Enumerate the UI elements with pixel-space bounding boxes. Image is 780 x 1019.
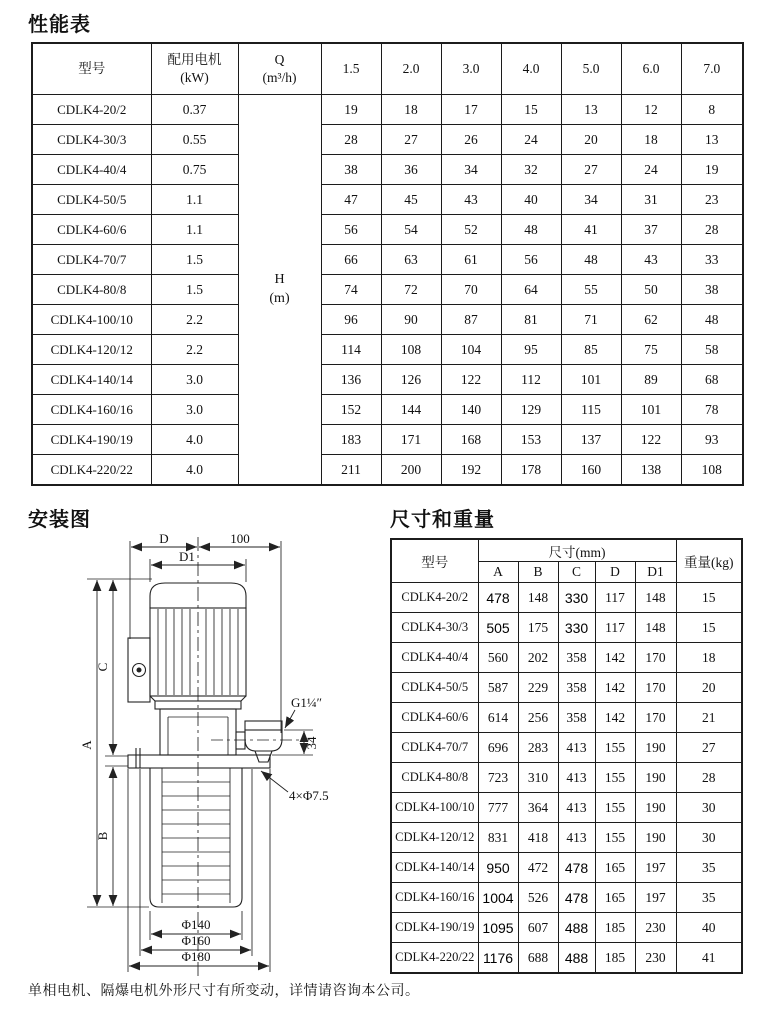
dimension-cell: 148 — [635, 583, 676, 613]
head-value-cell: 85 — [561, 335, 621, 365]
dimensions-table-row — [391, 643, 742, 673]
motor-power-cell: 1.5 — [151, 275, 238, 305]
discharge-port — [245, 730, 282, 751]
head-value-cell: 48 — [501, 215, 561, 245]
footnote: 单相电机、隔爆电机外形尺寸有所变动，详情请咨询本公司。 — [28, 984, 420, 999]
performance-table-title: 性能表 — [28, 14, 91, 36]
dimension-cell: 170 — [635, 673, 676, 703]
model-cell: CDLK4-100/10 — [32, 305, 151, 335]
dimension-cell: 413 — [558, 793, 595, 823]
col-header-c: C — [558, 562, 595, 583]
dimensions-table-title: 尺寸和重量 — [390, 509, 495, 531]
head-value-cell: 144 — [381, 395, 441, 425]
dimension-cell: 358 — [558, 643, 595, 673]
dimension-cell: 202 — [518, 643, 558, 673]
head-value-cell: 40 — [501, 185, 561, 215]
motor-label: 配用电机 — [167, 51, 222, 67]
dim-label-phi140: Φ140 — [181, 917, 211, 932]
head-value-cell: 81 — [501, 305, 561, 335]
model-cell: CDLK4-140/14 — [391, 853, 478, 883]
head-value-cell: 54 — [381, 215, 441, 245]
head-value-cell: 64 — [501, 275, 561, 305]
head-value-cell: 122 — [621, 425, 681, 455]
col-header-a: A — [478, 562, 518, 583]
head-value-cell: 87 — [441, 305, 501, 335]
performance-table-row — [32, 425, 743, 455]
model-cell: CDLK4-20/2 — [391, 583, 478, 613]
head-value-cell: 47 — [321, 185, 381, 215]
head-value-cell: 178 — [501, 455, 561, 486]
head-value-cell: 138 — [621, 455, 681, 486]
head-value-cell: 50 — [621, 275, 681, 305]
performance-table-row — [32, 215, 743, 245]
head-value-cell: 153 — [501, 425, 561, 455]
model-cell: CDLK4-140/14 — [32, 365, 151, 395]
model-cell: CDLK4-160/16 — [32, 395, 151, 425]
dimension-cell: 142 — [595, 643, 635, 673]
dimension-cell: 1176 — [478, 943, 518, 974]
head-value-cell: 129 — [501, 395, 561, 425]
pump-barrel — [150, 768, 242, 907]
dimension-cell: 950 — [478, 853, 518, 883]
head-value-cell: 108 — [681, 455, 743, 486]
dimension-cell: 170 — [635, 703, 676, 733]
head-value-cell: 74 — [321, 275, 381, 305]
dimension-cell: 478 — [558, 853, 595, 883]
head-value-cell: 70 — [441, 275, 501, 305]
dimensions-table-row — [391, 763, 742, 793]
head-value-cell: 20 — [561, 125, 621, 155]
motor-power-cell: 2.2 — [151, 305, 238, 335]
motor-power-cell: 1.1 — [151, 185, 238, 215]
head-value-cell: 112 — [501, 365, 561, 395]
head-value-cell: 101 — [561, 365, 621, 395]
dimensions-table-row — [391, 913, 742, 943]
head-value-cell: 101 — [621, 395, 681, 425]
head-value-cell: 68 — [681, 365, 743, 395]
col-header-motor — [151, 43, 238, 95]
head-unit-cell: H (m) — [238, 95, 321, 486]
dimension-cell: 230 — [635, 913, 676, 943]
dimensions-table-row — [391, 853, 742, 883]
motor-power-cell: 1.5 — [151, 245, 238, 275]
head-value-cell: 48 — [561, 245, 621, 275]
dimension-cell: 185 — [595, 943, 635, 974]
model-cell: CDLK4-70/7 — [391, 733, 478, 763]
motor-power-cell: 0.55 — [151, 125, 238, 155]
model-cell: CDLK4-60/6 — [32, 215, 151, 245]
dimensions-table-row — [391, 673, 742, 703]
col-header-flow-2: 2.0 — [381, 43, 441, 95]
head-value-cell: 160 — [561, 455, 621, 486]
head-value-cell: 43 — [621, 245, 681, 275]
model-cell: CDLK4-80/8 — [391, 763, 478, 793]
dimension-cell: 413 — [558, 763, 595, 793]
head-value-cell: 37 — [621, 215, 681, 245]
head-value-cell: 27 — [561, 155, 621, 185]
dimensions-table-row — [391, 703, 742, 733]
motor-power-cell: 3.0 — [151, 395, 238, 425]
dimension-cell: 148 — [635, 613, 676, 643]
col-header-flow-4: 4.0 — [501, 43, 561, 95]
col-header-b: B — [518, 562, 558, 583]
dimension-cell: 283 — [518, 733, 558, 763]
weight-cell: 35 — [676, 883, 742, 913]
head-value-cell: 24 — [501, 125, 561, 155]
head-value-cell: 18 — [621, 125, 681, 155]
head-value-cell: 75 — [621, 335, 681, 365]
dimension-cell: 688 — [518, 943, 558, 974]
dimension-cell: 155 — [595, 793, 635, 823]
dimensions-table-row — [391, 883, 742, 913]
performance-table-row — [32, 305, 743, 335]
dimensions-table-row — [391, 943, 742, 974]
dimension-cell: 358 — [558, 703, 595, 733]
dimension-cell: 505 — [478, 613, 518, 643]
dimension-cell: 190 — [635, 823, 676, 853]
motor-power-cell: 3.0 — [151, 365, 238, 395]
performance-table-row — [32, 275, 743, 305]
bolt-holes-label: 4×Φ7.5 — [289, 788, 329, 803]
model-cell: CDLK4-100/10 — [391, 793, 478, 823]
port-hatch-cap — [245, 721, 282, 730]
col-header-flow — [238, 43, 321, 95]
head-value-cell: 33 — [681, 245, 743, 275]
head-value-cell: 89 — [621, 365, 681, 395]
dimension-cell: 310 — [518, 763, 558, 793]
motor-power-cell: 0.75 — [151, 155, 238, 185]
weight-cell: 30 — [676, 823, 742, 853]
head-value-cell: 183 — [321, 425, 381, 455]
head-value-cell: 66 — [321, 245, 381, 275]
col-header-flow-3: 3.0 — [441, 43, 501, 95]
head-value-cell: 28 — [321, 125, 381, 155]
dimension-cell: 831 — [478, 823, 518, 853]
head-value-cell: 211 — [321, 455, 381, 486]
head-value-cell: 43 — [441, 185, 501, 215]
dimension-cell: 142 — [595, 703, 635, 733]
head-value-cell: 19 — [321, 95, 381, 125]
dimension-cell: 142 — [595, 673, 635, 703]
head-value-cell: 137 — [561, 425, 621, 455]
dim-label-c: C — [95, 662, 110, 672]
base-plate — [128, 748, 270, 768]
performance-table-row — [32, 125, 743, 155]
head-value-cell: 72 — [381, 275, 441, 305]
head-value-cell: 93 — [681, 425, 743, 455]
performance-table-body — [32, 95, 743, 486]
model-cell: CDLK4-220/22 — [391, 943, 478, 974]
performance-header-row — [32, 43, 743, 95]
dimension-cell: 165 — [595, 883, 635, 913]
col-header-flow-1: 1.5 — [321, 43, 381, 95]
head-value-cell: 122 — [441, 365, 501, 395]
dim-label-34: 34 — [304, 736, 319, 750]
dimensions-table-row — [391, 583, 742, 613]
head-value-cell: 55 — [561, 275, 621, 305]
head-value-cell: 168 — [441, 425, 501, 455]
weight-cell: 15 — [676, 613, 742, 643]
head-value-cell: 36 — [381, 155, 441, 185]
dimension-cell: 190 — [635, 763, 676, 793]
motor-power-cell: 4.0 — [151, 425, 238, 455]
dimension-cell: 358 — [558, 673, 595, 703]
motor-unit: (kW) — [180, 70, 209, 85]
head-value-cell: 41 — [561, 215, 621, 245]
weight-cell: 27 — [676, 733, 742, 763]
performance-table-row — [32, 335, 743, 365]
dim-label-phi160: Φ160 — [181, 933, 211, 948]
performance-table-row — [32, 245, 743, 275]
motor-power-cell: 2.2 — [151, 335, 238, 365]
col-header-flow-7: 7.0 — [681, 43, 743, 95]
dimension-cell: 155 — [595, 763, 635, 793]
dimension-cell: 330 — [558, 583, 595, 613]
dimensions-table-row — [391, 823, 742, 853]
performance-table — [31, 42, 744, 486]
head-value-cell: 17 — [441, 95, 501, 125]
dimensions-table-row — [391, 793, 742, 823]
model-cell: CDLK4-20/2 — [32, 95, 151, 125]
dimension-cell: 1004 — [478, 883, 518, 913]
head-value-cell: 18 — [381, 95, 441, 125]
head-value-cell: 115 — [561, 395, 621, 425]
installation-diagram-title: 安装图 — [28, 509, 91, 531]
weight-cell: 21 — [676, 703, 742, 733]
weight-cell: 20 — [676, 673, 742, 703]
dimension-cell: 614 — [478, 703, 518, 733]
model-cell: CDLK4-80/8 — [32, 275, 151, 305]
weight-cell: 35 — [676, 853, 742, 883]
performance-table-row — [32, 185, 743, 215]
q-label: Q — [274, 51, 285, 67]
head-value-cell: 24 — [621, 155, 681, 185]
dimension-cell: 170 — [635, 643, 676, 673]
dimension-cell: 723 — [478, 763, 518, 793]
model-cell: CDLK4-40/4 — [32, 155, 151, 185]
col-header-d: D — [595, 562, 635, 583]
dim-label-b: B — [95, 831, 110, 841]
dimension-cell: 472 — [518, 853, 558, 883]
dimension-cell: 117 — [595, 583, 635, 613]
dimension-cell: 587 — [478, 673, 518, 703]
dimension-cell: 418 — [518, 823, 558, 853]
dimension-cell: 197 — [635, 853, 676, 883]
model-cell: CDLK4-30/3 — [391, 613, 478, 643]
model-cell: CDLK4-190/19 — [391, 913, 478, 943]
model-cell: CDLK4-50/5 — [32, 185, 151, 215]
motor-power-cell: 4.0 — [151, 455, 238, 486]
col-header-model: 型号 — [32, 43, 151, 95]
head-value-cell: 52 — [441, 215, 501, 245]
head-value-cell: 48 — [681, 305, 743, 335]
head-value-cell: 63 — [381, 245, 441, 275]
col-header-d1: D1 — [635, 562, 676, 583]
dim-label-d: D — [159, 533, 169, 546]
dimensions-table-body — [391, 583, 742, 974]
head-value-cell: 28 — [681, 215, 743, 245]
weight-cell: 18 — [676, 643, 742, 673]
dimension-cell: 165 — [595, 853, 635, 883]
head-value-cell: 15 — [501, 95, 561, 125]
model-cell: CDLK4-120/12 — [391, 823, 478, 853]
dimension-cell: 185 — [595, 913, 635, 943]
q-unit: (m³/h) — [262, 70, 297, 85]
head-value-cell: 26 — [441, 125, 501, 155]
head-value-cell: 104 — [441, 335, 501, 365]
head-value-cell: 95 — [501, 335, 561, 365]
motor-power-cell: 1.1 — [151, 215, 238, 245]
head-value-cell: 31 — [621, 185, 681, 215]
performance-table-row — [32, 395, 743, 425]
model-cell: CDLK4-60/6 — [391, 703, 478, 733]
head-value-cell: 27 — [381, 125, 441, 155]
col-header-size: 尺寸(mm) — [478, 539, 676, 562]
weight-cell: 41 — [676, 943, 742, 974]
head-value-cell: 90 — [381, 305, 441, 335]
head-value-cell: 56 — [501, 245, 561, 275]
col-header-model: 型号 — [391, 539, 478, 583]
head-value-cell: 23 — [681, 185, 743, 215]
head-value-cell: 126 — [381, 365, 441, 395]
dimension-cell: 229 — [518, 673, 558, 703]
dimension-cell: 488 — [558, 943, 595, 974]
col-header-flow-5: 5.0 — [561, 43, 621, 95]
dimension-cell: 155 — [595, 733, 635, 763]
head-value-cell: 62 — [621, 305, 681, 335]
dimension-cell: 197 — [635, 883, 676, 913]
performance-table-row — [32, 95, 743, 125]
dimension-cell: 175 — [518, 613, 558, 643]
weight-cell: 40 — [676, 913, 742, 943]
model-cell: CDLK4-50/5 — [391, 673, 478, 703]
stage-lines — [162, 782, 230, 894]
head-value-cell: 152 — [321, 395, 381, 425]
model-cell: CDLK4-40/4 — [391, 643, 478, 673]
dimensions-header-row-1 — [391, 539, 742, 562]
head-value-cell: 45 — [381, 185, 441, 215]
dimension-cell: 190 — [635, 793, 676, 823]
head-value-cell: 108 — [381, 335, 441, 365]
dimensions-table — [390, 538, 743, 974]
model-cell: CDLK4-120/12 — [32, 335, 151, 365]
model-cell: CDLK4-70/7 — [32, 245, 151, 275]
col-header-weight: 重量(kg) — [676, 539, 742, 583]
head-value-cell: 171 — [381, 425, 441, 455]
head-value-cell: 8 — [681, 95, 743, 125]
dimension-cell: 777 — [478, 793, 518, 823]
weight-cell: 28 — [676, 763, 742, 793]
head-value-cell: 38 — [321, 155, 381, 185]
dimension-cell: 148 — [518, 583, 558, 613]
head-value-cell: 71 — [561, 305, 621, 335]
dimension-cell: 413 — [558, 823, 595, 853]
head-value-cell: 19 — [681, 155, 743, 185]
dimension-cell: 696 — [478, 733, 518, 763]
model-cell: CDLK4-190/19 — [32, 425, 151, 455]
thread-label: G1¼″ — [291, 695, 323, 710]
head-value-cell: 13 — [561, 95, 621, 125]
col-header-flow-6: 6.0 — [621, 43, 681, 95]
head-value-cell: 61 — [441, 245, 501, 275]
head-value-cell: 56 — [321, 215, 381, 245]
head-value-cell: 192 — [441, 455, 501, 486]
dimension-cell: 413 — [558, 733, 595, 763]
dim-label-d1: D1 — [179, 549, 195, 564]
head-value-cell: 200 — [381, 455, 441, 486]
head-value-cell: 13 — [681, 125, 743, 155]
dimension-cell: 526 — [518, 883, 558, 913]
head-value-cell: 96 — [321, 305, 381, 335]
dimension-cell: 478 — [558, 883, 595, 913]
pump-installation-drawing — [25, 533, 385, 988]
head-value-cell: 32 — [501, 155, 561, 185]
head-value-cell: 114 — [321, 335, 381, 365]
head-value-cell: 34 — [441, 155, 501, 185]
head-value-cell: 78 — [681, 395, 743, 425]
dim-label-100: 100 — [230, 533, 250, 546]
dimension-cell: 607 — [518, 913, 558, 943]
dim-label-a: A — [79, 740, 94, 750]
head-value-cell: 34 — [561, 185, 621, 215]
model-cell: CDLK4-30/3 — [32, 125, 151, 155]
weight-cell: 30 — [676, 793, 742, 823]
head-value-cell: 140 — [441, 395, 501, 425]
performance-table-row — [32, 455, 743, 486]
head-value-cell: 12 — [621, 95, 681, 125]
dimension-cell: 488 — [558, 913, 595, 943]
dimension-cell: 330 — [558, 613, 595, 643]
performance-table-row — [32, 155, 743, 185]
dimension-cell: 230 — [635, 943, 676, 974]
dimension-cell: 478 — [478, 583, 518, 613]
performance-table-row — [32, 365, 743, 395]
model-cell: CDLK4-220/22 — [32, 455, 151, 486]
dimension-cell: 1095 — [478, 913, 518, 943]
dimensions-table-row — [391, 613, 742, 643]
weight-cell: 15 — [676, 583, 742, 613]
head-value-cell: 136 — [321, 365, 381, 395]
dimension-cell: 364 — [518, 793, 558, 823]
dimension-cell: 190 — [635, 733, 676, 763]
dimensions-table-row — [391, 733, 742, 763]
head-value-cell: 38 — [681, 275, 743, 305]
motor-outline — [128, 583, 246, 709]
pump-head — [160, 709, 282, 762]
dimension-cell: 560 — [478, 643, 518, 673]
dimension-cell: 117 — [595, 613, 635, 643]
dimension-cell: 155 — [595, 823, 635, 853]
dimension-cell: 256 — [518, 703, 558, 733]
head-value-cell: 58 — [681, 335, 743, 365]
model-cell: CDLK4-160/16 — [391, 883, 478, 913]
motor-power-cell: 0.37 — [151, 95, 238, 125]
dim-label-phi180: Φ180 — [181, 949, 211, 964]
